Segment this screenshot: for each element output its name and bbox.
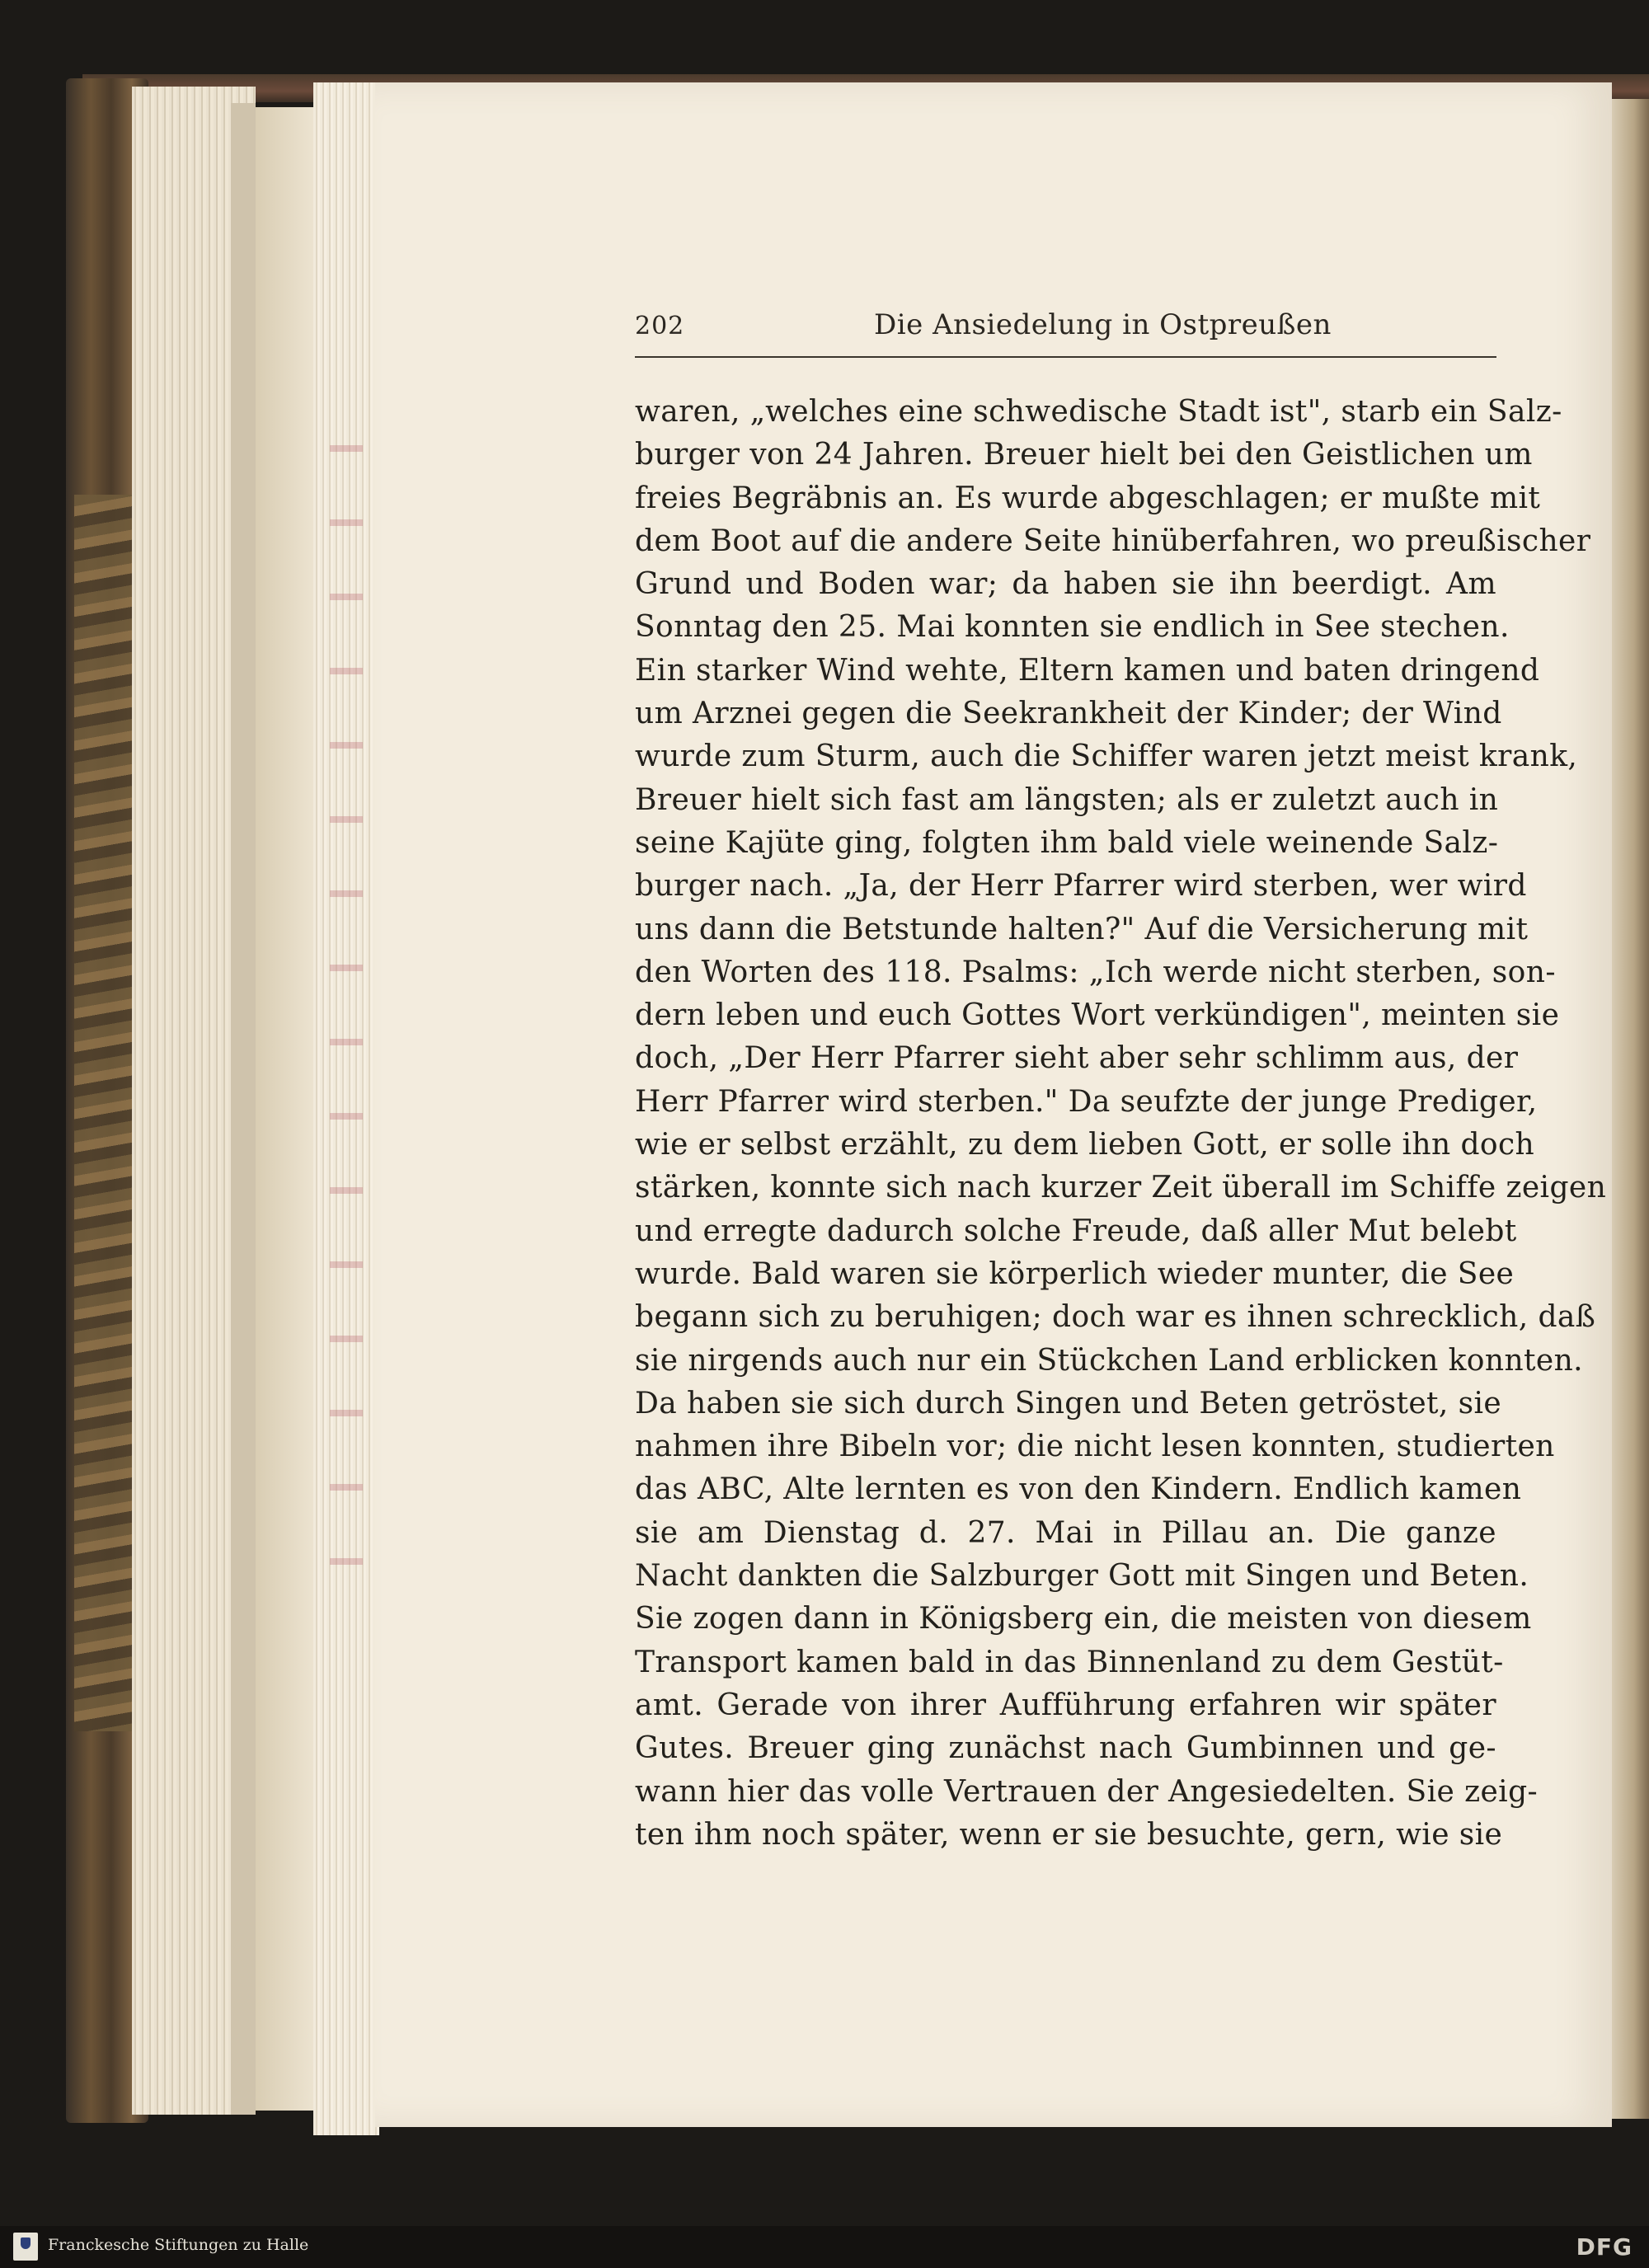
text-line: burger von 24 Jahren. Breuer hielt bei den Geistlichen um (635, 438, 1533, 472)
text-line: dern leben und euch Gottes Wort verkündigen", meinten sie (635, 998, 1560, 1033)
text-line: um Arznei gegen die Seekrankheit der Kinder; der Wind (635, 697, 1502, 731)
header-rule (635, 356, 1496, 358)
text-line: den Worten des 118. Psalms: „Ich werde nicht sterben, son- (635, 955, 1556, 989)
text-line: begann sich zu beruhigen; doch war es ihnen schrecklich, daß (635, 1300, 1596, 1335)
text-line: Gutes. Breuer ging zunächst nach Gumbinnen und ge- (635, 1731, 1496, 1766)
text-line: sie am Dienstag d. 27. Mai in Pillau an. Die ganze (635, 1515, 1496, 1550)
text-line: wie er selbst erzählt, zu dem lieben Gott, er solle ihn doch (635, 1128, 1535, 1162)
text-line: wann hier das volle Vertrauen der Angesiedelten. Sie zeig- (635, 1774, 1539, 1809)
text-line: Herr Pfarrer wird sterben." Da seufzte der junge Prediger, (635, 1084, 1538, 1119)
institution-name: Franckesche Stiftungen zu Halle (48, 2236, 309, 2254)
book-right-edge (1612, 99, 1649, 2119)
text-line: amt. Gerade von ihrer Aufführung erfahren wir später (635, 1688, 1496, 1722)
text-line: Breuer hielt sich fast am längsten; als er zuletzt auch in (635, 782, 1499, 817)
running-title: Die Ansiedelung in Ostpreußen (874, 308, 1332, 341)
text-line: Nacht dankten die Salzburger Gott mit Singen und Beten. (635, 1559, 1529, 1594)
text-line: ten ihm noch später, wenn er sie besuchte, gern, wie sie (635, 1817, 1503, 1852)
text-line: sie nirgends auch nur ein Stückchen Land erblicken konnten. (635, 1343, 1584, 1378)
text-line: Sonntag den 25. Mai konnten sie endlich in See stechen. (635, 610, 1510, 645)
text-line: Grund und Boden war; da haben sie ihn beerdigt. Am (635, 567, 1496, 602)
foundation-logo-icon (13, 2233, 38, 2261)
text-line: freies Begräbnis an. Es wurde abgeschlagen; er mußte mit (635, 481, 1541, 515)
text-line: Transport kamen bald in das Binnenland zu dem Gestüt- (635, 1645, 1504, 1679)
book-cover-marbled-paper (74, 495, 132, 1731)
viewer-footer (0, 2226, 1649, 2268)
text-line: wurde zum Sturm, auch die Schiffer waren jetzt meist krank, (635, 740, 1578, 774)
page-block-mid (256, 107, 313, 2111)
page-block-left-shadow (231, 103, 256, 2115)
text-line: das ABC, Alte lernten es von den Kindern. Endlich kamen (635, 1472, 1522, 1507)
page-edge-marbling (330, 412, 363, 1566)
dfg-logo: DFG (1576, 2233, 1633, 2261)
text-line: dem Boot auf die andere Seite hinüberfahren, wo preußischer (635, 524, 1591, 558)
text-line: stärken, konnte sich nach kurzer Zeit überall im Schiffe zeigen (635, 1171, 1607, 1205)
text-line: Da haben sie sich durch Singen und Beten getröstet, sie (635, 1386, 1502, 1420)
text-line: doch, „Der Herr Pfarrer sieht aber sehr schlimm aus, der (635, 1041, 1519, 1076)
text-line: wurde. Bald waren sie körperlich wieder munter, die See (635, 1256, 1515, 1291)
text-line: Sie zogen dann in Königsberg ein, die meisten von diesem (635, 1602, 1532, 1636)
text-line: und erregte dadurch solche Freude, daß aller Mut belebt (635, 1214, 1517, 1248)
page-number: 202 (635, 312, 685, 340)
running-head (635, 308, 1496, 358)
text-line: uns dann die Betstunde halten?" Auf die Versicherung mit (635, 912, 1529, 946)
text-line: Ein starker Wind wehte, Eltern kamen und baten dringend (635, 653, 1540, 688)
text-line: waren, „welches eine schwedische Stadt ist", starb ein Salz- (635, 395, 1562, 429)
text-line: seine Kajüte ging, folgten ihm bald viele weinende Salz- (635, 825, 1499, 860)
text-line: nahmen ihre Bibeln vor; die nicht lesen konnten, studierten (635, 1430, 1555, 1464)
body-text (635, 391, 1607, 1857)
text-line: burger nach. „Ja, der Herr Pfarrer wird sterben, wer wird (635, 869, 1527, 904)
